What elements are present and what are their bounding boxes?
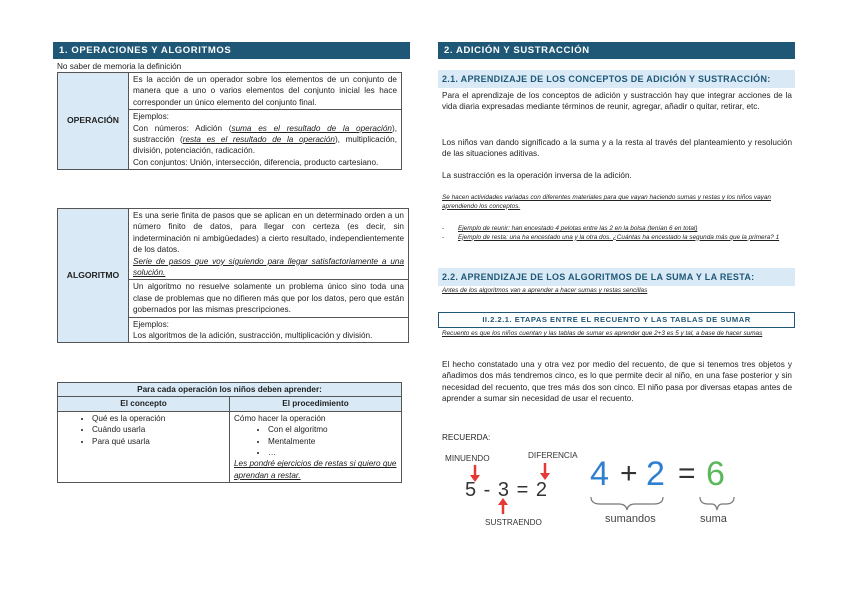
algoritmos-note: Antes de los algoritmos van a aprender a hacer sumas y restas sencillas: [442, 287, 648, 294]
operacion-definition: Es la acción de un operador sobre los elementos de un conjunto de manera que a uno o varios elementos del conjunto inicial les hace corresponder un único elemento del conjunto final.: [129, 73, 402, 110]
equals-sign: =: [678, 457, 696, 490]
suma-label: suma: [700, 513, 727, 525]
arrow-diferencia-icon: [540, 463, 550, 480]
aprender-title: Para cada operación los niños deben aprender:: [58, 383, 402, 397]
suma-figure: [588, 455, 748, 535]
recuerda-label: RECUERDA:: [442, 433, 491, 442]
resta-figure: [445, 451, 595, 536]
list-item: • Qué es la operación: [92, 413, 225, 424]
sumandos-label: sumandos: [605, 513, 656, 525]
algoritmo-table: [57, 208, 409, 343]
subsubsection-etapas: II.2.2.1. ETAPAS ENTRE EL RECUENTO Y LAS TABLAS DE SUMAR: [438, 312, 795, 328]
sumando-2: 2: [646, 455, 665, 493]
col-concepto: El concepto: [58, 397, 230, 411]
paragraph-1: Para el aprendizaje de los conceptos de adición y sustracción hay que integrar acciones de la vida diaria expresadas mediante términos de reunir, agregar, añadir o quitar, retirar, etc.: [442, 91, 792, 112]
plus-sign: +: [620, 457, 638, 490]
suma-brace-icon: [700, 497, 734, 510]
example-numbers: Con números: Adición (suma es el resultado de la operación), sustracción (resta es el resultado de la operación), multiplicación, división, potenciación, radicación.: [133, 123, 398, 156]
list-item: • Cuándo usarla: [92, 424, 225, 435]
paragraph-2: Los niños van dando significado a la suma y a la resta al través del planteamiento y resolución de las situaciones aditivas.: [442, 138, 792, 159]
suma-result: 6: [706, 455, 725, 493]
algoritmo-definition-2: Un algoritmo no resuelve solamente un problema único sino toda una clase de problemas que no difieren más que por los datos, pero que están gobernados por las mismas prescripciones.: [129, 280, 409, 317]
subsection-conceptos: 2.1. APRENDIZAJE DE LOS CONCEPTOS DE ADICIÓN Y SUSTRACCIÓN:: [438, 70, 795, 88]
procedimiento-list: Cómo hacer la operación • Con el algoritmo • Mentalmente • … Les pondré ejercicios de restas si quiero que aprendan a restar.: [230, 411, 402, 482]
recuento-note: Recuento es que los niños cuentan y las tablas de sumar es aprender que 2+3 es 5 y tal, a base de hacer sumas: [442, 330, 763, 337]
sumandos-brace-icon: [591, 497, 663, 510]
operacion-label: OPERACIÓN: [58, 73, 129, 170]
paragraph-3: La sustracción es la operación inversa de la adición.: [442, 171, 632, 180]
examples-list: [442, 225, 792, 242]
activities-note: Se hacen actividades variadas con diferentes materiales para que vayan haciendo sumas y restas y los niños vayan aprendiendo los conceptos.: [442, 194, 771, 210]
list-item: - Ejemplo de resta: una ha encestado una y la otra dos. ¿Cuántas ha encestado la segunda más que la primera? 1: [442, 233, 780, 241]
sustraendo-label: SUSTRAENDO: [485, 518, 542, 527]
col-procedimiento: El procedimiento: [230, 397, 402, 411]
examples-title: Ejemplos:: [133, 112, 169, 122]
procedimiento-note: Les pondré ejercicios de restas si quiero que aprendan a restar.: [234, 459, 397, 480]
minuendo-label: MINUENDO: [445, 454, 490, 463]
resta-equation: 5 - 3 = 2: [465, 479, 548, 501]
list-item: • …: [268, 447, 397, 458]
algoritmo-label: ALGORITMO: [58, 209, 129, 343]
braces: [588, 495, 748, 515]
operacion-table: [57, 72, 402, 170]
list-item: • Mentalmente: [268, 436, 397, 447]
list-item: • Para qué usarla: [92, 436, 225, 447]
section-header-operaciones: 1. OPERACIONES Y ALGORITMOS: [53, 42, 410, 59]
algoritmo-definition: Es una serie finita de pasos que se aplican en un determinado orden a un número finito de datos, para llegar con certeza (es decir, sin indeterminación ni ambigüedades) a cierto resultado, independientemente de los datos. Serie de pasos que voy siguiendo para llegar satisfactoriamente a una solución.: [129, 209, 409, 280]
aprender-table: [57, 382, 402, 483]
diferencia-label: DIFERENCIA: [528, 451, 578, 460]
operacion-examples: [129, 110, 402, 170]
example-sets: Con conjuntos: Unión, intersección, diferencia, producto cartesiano.: [133, 157, 379, 167]
concepto-list: [58, 411, 230, 482]
paragraph-4: El hecho constatado una y otra vez por medio del recuento, de que si tenemos tres objetos y añadimos dos más tendremos cinco, es lo que permite decir al niño, en una fase posterior y sin necesidad del recuento, que tres más dos son cinco. El niño pasa por diversas etapas antes de aprender a sumar sin necesidad de usar el recuento.: [442, 360, 792, 404]
sumando-1: 4: [590, 455, 609, 493]
list-item: - Ejemplo de reunir: han encestado 4 pelotas entre las 2 en la bolsa (tenían 6 en total): [442, 225, 698, 232]
algoritmo-examples: Ejemplos: Los algoritmos de la adición, sustracción, multiplicación y división.: [129, 317, 409, 343]
list-item: • Con el algoritmo: [268, 424, 397, 435]
subsection-algoritmos: 2.2. APRENDIZAJE DE LOS ALGORITMOS DE LA SUMA Y LA RESTA:: [438, 268, 795, 286]
section-header-adicion: 2. ADICIÓN Y SUSTRACCIÓN: [438, 42, 795, 59]
memory-note: No saber de memoria la definición: [57, 62, 182, 71]
